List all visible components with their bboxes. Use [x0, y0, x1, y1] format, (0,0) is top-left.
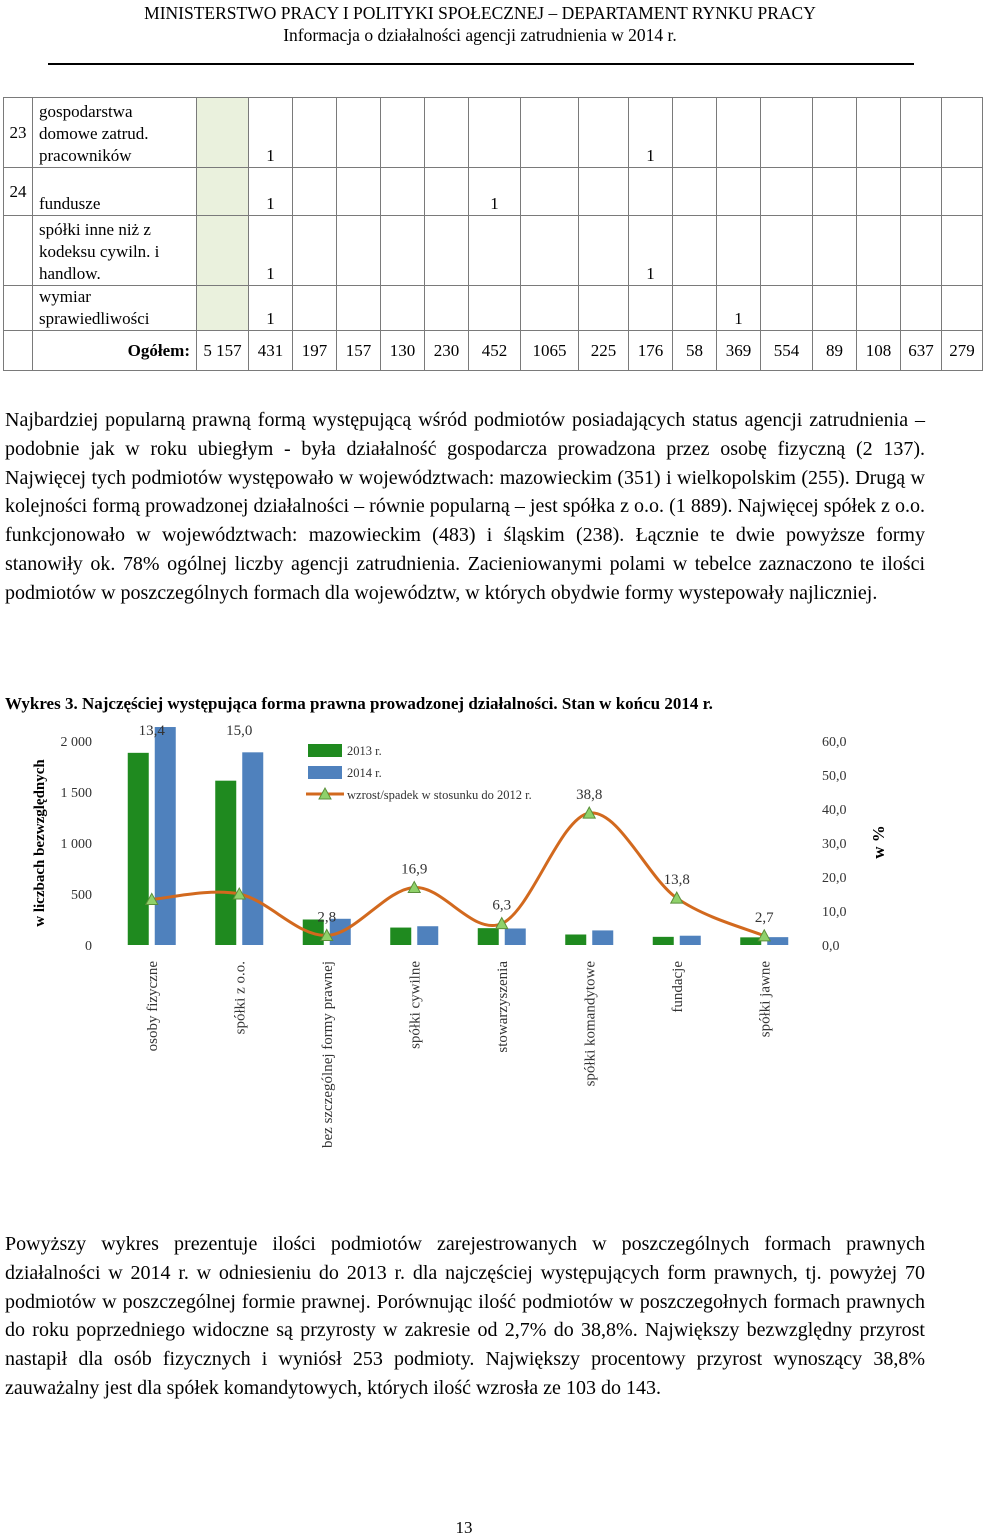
- table-cell: [425, 216, 469, 286]
- category-label: spółki z o.o.: [232, 961, 249, 1035]
- total-value: 452: [469, 331, 521, 371]
- bar-2014: [155, 727, 176, 945]
- row-number: 24: [4, 168, 33, 216]
- table-cell: [901, 216, 942, 286]
- bar-2014: [505, 928, 526, 945]
- table-cell: 1: [629, 98, 673, 168]
- total-value: 176: [629, 331, 673, 371]
- table-cell: [337, 286, 381, 331]
- percentage-label: 2,8: [317, 909, 337, 926]
- bar-2013: [478, 928, 499, 945]
- right-tick-label: 60,0: [822, 735, 847, 750]
- table-cell: [425, 168, 469, 216]
- left-tick-label: 0: [85, 939, 92, 954]
- percentage-label: 13,8: [663, 872, 690, 889]
- total-value: 369: [717, 331, 761, 371]
- total-value: 637: [901, 331, 942, 371]
- table-cell: [469, 98, 521, 168]
- table-cell: [579, 216, 629, 286]
- legend-label-2013: 2013 r.: [347, 744, 382, 758]
- ministry-title: MINISTERSTWO PRACY I POLITYKI SPOŁECZNEJ – DEPARTAMENT RYNKU PRACY: [144, 3, 816, 23]
- total-row-spacer: [4, 331, 33, 371]
- total-value: 554: [761, 331, 813, 371]
- left-axis-title: w liczbach bezwzględnych: [32, 759, 48, 927]
- row-total-cell: [197, 98, 249, 168]
- right-axis-title: w %: [869, 825, 888, 859]
- table-cell: [337, 98, 381, 168]
- table-cell: 1: [249, 168, 293, 216]
- report-title: Informacja o działalności agencji zatrudnienia w 2014 r.: [283, 25, 677, 45]
- table-cell: [857, 98, 901, 168]
- total-value: 197: [293, 331, 337, 371]
- table-cell: [761, 286, 813, 331]
- table-cell: [857, 216, 901, 286]
- left-tick-label: 500: [71, 888, 92, 903]
- table-cell: [521, 216, 579, 286]
- table-cell: [579, 286, 629, 331]
- bar-2013: [565, 934, 586, 945]
- category-label: spółki cywilne: [407, 961, 424, 1049]
- total-label: Ogółem:: [33, 331, 197, 371]
- table-cell: [629, 168, 673, 216]
- table-cell: [717, 216, 761, 286]
- page-header: [0, 2, 960, 46]
- left-tick-label: 1 500: [60, 786, 92, 801]
- total-value: 230: [425, 331, 469, 371]
- table-cell: [942, 168, 983, 216]
- table-cell: [579, 168, 629, 216]
- total-value: 431: [249, 331, 293, 371]
- row-total-cell: [197, 286, 249, 331]
- table-cell: [381, 168, 425, 216]
- bar-2013: [390, 928, 411, 945]
- figure-caption: Wykres 3. Najczęściej występująca forma prawna prowadzonej działalności. Stan w końcu 2014 r.: [5, 694, 713, 713]
- percentage-label: 16,9: [401, 861, 428, 878]
- table-cell: [813, 216, 857, 286]
- legal-form-name: gospodarstwa domowe zatrud. pracowników: [33, 98, 197, 168]
- total-value: 279: [942, 331, 983, 371]
- table-cell: [857, 168, 901, 216]
- row-total-cell: [197, 216, 249, 286]
- row-number: [4, 216, 33, 286]
- table-row: [4, 168, 983, 216]
- table-cell: [425, 286, 469, 331]
- legend-label-2014: 2014 r.: [347, 766, 382, 780]
- left-tick-label: 1 000: [60, 837, 92, 852]
- total-value: 157: [337, 331, 381, 371]
- table-cell: 1: [629, 216, 673, 286]
- row-total-cell: [197, 168, 249, 216]
- bar-2014: [242, 752, 263, 945]
- category-label: osoby fizyczne: [144, 961, 161, 1052]
- table-cell: [629, 286, 673, 331]
- legal-form-name: spółki inne niż z kodeksu cywiln. i handlow.: [33, 216, 197, 286]
- table-row: [4, 216, 983, 286]
- table-cell: [469, 286, 521, 331]
- table-cell: [942, 98, 983, 168]
- total-value: 5 157: [197, 331, 249, 371]
- table-cell: [293, 216, 337, 286]
- table-cell: [673, 216, 717, 286]
- right-tick-label: 10,0: [822, 905, 847, 920]
- table-cell: 1: [249, 216, 293, 286]
- legal-form-name: fundusze: [33, 168, 197, 216]
- table-cell: [337, 168, 381, 216]
- category-label: fundacje: [669, 961, 686, 1013]
- table-cell: [717, 98, 761, 168]
- right-tick-label: 30,0: [822, 837, 847, 852]
- percentage-label: 15,0: [226, 723, 253, 739]
- row-number: [4, 286, 33, 331]
- category-label: bez szczególnej formy prawnej: [319, 961, 336, 1148]
- table-cell: 1: [469, 168, 521, 216]
- table-cell: [293, 98, 337, 168]
- legal-form-chart: [0, 715, 960, 1165]
- registration-table: [3, 97, 983, 371]
- category-label: spółki komandytowe: [582, 961, 599, 1087]
- bar-2014: [592, 930, 613, 945]
- percentage-label: 38,8: [576, 787, 603, 804]
- table-cell: [425, 98, 469, 168]
- table-cell: [337, 216, 381, 286]
- total-value: 130: [381, 331, 425, 371]
- total-value: 108: [857, 331, 901, 371]
- total-value: 58: [673, 331, 717, 371]
- page-number: 13: [455, 1518, 473, 1537]
- legend-swatch-2013: [308, 744, 342, 757]
- total-value: 1065: [521, 331, 579, 371]
- total-value: 89: [813, 331, 857, 371]
- table-cell: [381, 286, 425, 331]
- table-cell: [942, 286, 983, 331]
- table-cell: [813, 168, 857, 216]
- right-tick-label: 0,0: [822, 939, 840, 954]
- category-label: spółki jawne: [757, 961, 774, 1038]
- row-number: 23: [4, 98, 33, 168]
- table-row: [4, 98, 983, 168]
- table-cell: [381, 216, 425, 286]
- table-cell: [469, 216, 521, 286]
- percentage-label: 13,4: [138, 723, 165, 739]
- table-cell: [942, 216, 983, 286]
- table-cell: [293, 286, 337, 331]
- table-cell: [761, 168, 813, 216]
- table-cell: [381, 98, 425, 168]
- legend-swatch-2014: [308, 766, 342, 779]
- table-cell: [901, 168, 942, 216]
- paragraph-chart-summary: Powyższy wykres prezentuje ilości podmiotów zarejestrowanych w poszczególnych formach prawnych działalności w 2014 r. w odniesieniu do 2013 r. dla najczęściej występujących form prawnych, tj. powyżej 70 podmiotów w poszczególnej formie prawnej. Porównując ilość podmiotów w poszczegołnych formach prawnych do roku poprzedniego widoczne są przyrosty w zakresie od 2,7% do 38,8%. Największy bezwzględny przyrost nastapił dla osób fizycznych i wyniósł 253 podmioty. Największy procentowy przyrost wynoszący 38,8% zauważalny jest dla spółek komandytowych, których ilość wzrosła ze 103 do 143.: [5, 1233, 925, 1399]
- total-row: [4, 331, 983, 371]
- legend-label-pct: wzrost/spadek w stosunku do 2012 r.: [347, 788, 532, 802]
- left-tick-label: 2 000: [60, 735, 92, 750]
- table-cell: [673, 286, 717, 331]
- percentage-label: 6,3: [492, 897, 512, 914]
- table-cell: [761, 98, 813, 168]
- legal-form-name: wymiar sprawiedliwości: [33, 286, 197, 331]
- table-cell: [521, 168, 579, 216]
- paragraph-legal-forms: Najbardziej popularną prawną formą występującą wśród podmiotów posiadających status agencji zatrudnienia – podobnie jak w roku ubiegłym - była działalność gospodarcza prowadzona przez osobę fizyczną (2 137). Najwięcej tych podmiotów występowało w województwach: mazowieckim (351) i wielkopolskim (255). Drugą w kolejności formą prowadzonej działalności – równie popularną – jest spółka z o.o. (1 889). Najwięcej spółek z o.o. funkcjonowało w województwach: mazowieckim (483) i śląskim (238). Łącznie te dwie powyższe formy stanowiły ok. 78% ogólnej liczby agencji zatrudnienia. Zacieniowanymi polami w tebelce zaznaczono te ilości podmiotów w poszczególnych formach dla województw, w których obydwie formy wystepowały najliczniej.: [5, 409, 925, 604]
- table-cell: [673, 168, 717, 216]
- right-tick-label: 50,0: [822, 769, 847, 784]
- table-cell: 1: [249, 286, 293, 331]
- table-cell: 1: [717, 286, 761, 331]
- table-cell: [673, 98, 717, 168]
- table-cell: [857, 286, 901, 331]
- bar-2013: [653, 937, 674, 945]
- right-tick-label: 20,0: [822, 871, 847, 886]
- bar-2014: [680, 936, 701, 945]
- header-rule: [48, 63, 914, 65]
- category-label: stowarzyszenia: [494, 961, 511, 1053]
- table-cell: [579, 98, 629, 168]
- table-cell: [521, 98, 579, 168]
- table-cell: [901, 286, 942, 331]
- table-row: [4, 286, 983, 331]
- bar-2014: [417, 926, 438, 945]
- table-cell: [717, 168, 761, 216]
- table-cell: [901, 98, 942, 168]
- table-cell: 1: [249, 98, 293, 168]
- percentage-label: 2,7: [754, 909, 774, 926]
- table-cell: [521, 286, 579, 331]
- percentage-marker: [496, 918, 508, 929]
- table-cell: [761, 216, 813, 286]
- right-tick-label: 40,0: [822, 803, 847, 818]
- table-cell: [813, 98, 857, 168]
- bar-2013: [128, 753, 149, 945]
- table-cell: [813, 286, 857, 331]
- table-cell: [293, 168, 337, 216]
- total-value: 225: [579, 331, 629, 371]
- bar-2013: [215, 781, 236, 945]
